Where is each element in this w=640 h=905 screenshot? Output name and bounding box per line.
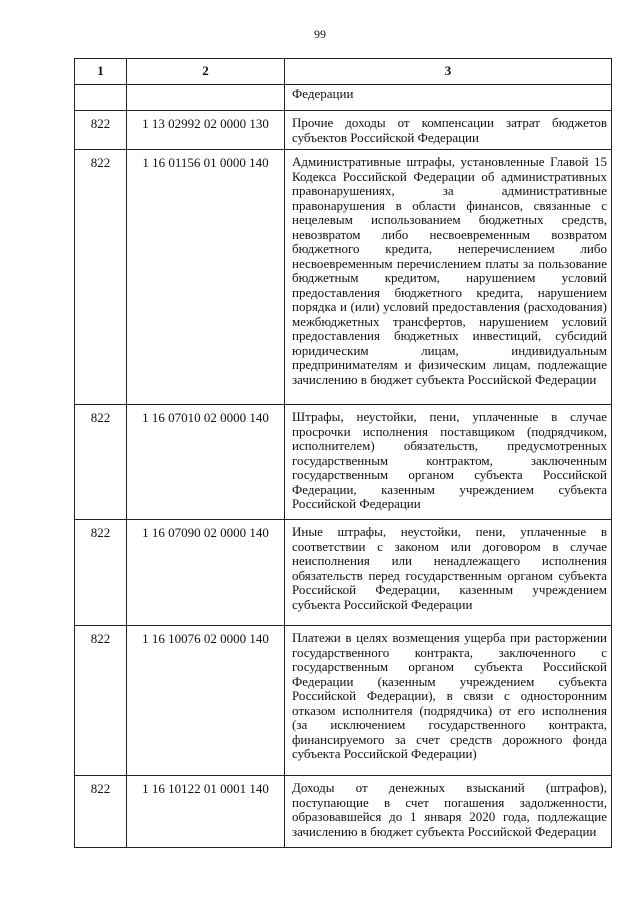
table-row xyxy=(75,405,612,520)
kbk-code-cell: 1 13 02992 02 0000 130 xyxy=(127,111,285,150)
admin-code-cell: 822 xyxy=(75,776,127,848)
description-cell: Штрафы, неустойки, пени, уплаченные в случае просрочки исполнения поставщиком (подрядчиком, исполнителем) обязательств, предусмотренных государственным контрактом, заключенным государственным органом субъекта Российской Федерации, казенным учреждением субъекта Российской Федерации xyxy=(285,405,612,520)
column-header-1: 1 xyxy=(75,59,127,85)
description-cell: Административные штрафы, установленные Главой 15 Кодекса Российской Федерации об административных правонарушениях, за административные правонарушения в области финансов, связанные с нецелевым использованием бюджетных средств, невозвратом либо несвоевременным возвратом бюджетного кредита, неперечислением либо несвоевременным перечислением платы за пользование бюджетным кредитом, нарушением условий предоставления бюджетного кредита, нарушением порядка и (или) условий предоставления (расходования) межбюджетных трансфертов, нарушением условий предоставления бюджетных инвестиций, субсидий юридическим лицам, индивидуальным предпринимателям и физическим лицам, подлежащие зачислению в бюджет субъекта Российской Федерации xyxy=(285,150,612,405)
table-row xyxy=(75,520,612,626)
revenue-codes-table xyxy=(74,58,612,848)
table-row xyxy=(75,776,612,848)
admin-code-cell: 822 xyxy=(75,111,127,150)
table-row xyxy=(75,111,612,150)
kbk-code-cell: 1 16 10122 01 0001 140 xyxy=(127,776,285,848)
admin-code-cell xyxy=(75,85,127,111)
table-row xyxy=(75,626,612,776)
table-row xyxy=(75,150,612,405)
kbk-code-cell: 1 16 07010 02 0000 140 xyxy=(127,405,285,520)
column-header-2: 2 xyxy=(127,59,285,85)
kbk-code-cell: 1 16 01156 01 0000 140 xyxy=(127,150,285,405)
kbk-code-cell: 1 16 07090 02 0000 140 xyxy=(127,520,285,626)
description-cell: Иные штрафы, неустойки, пени, уплаченные в соответствии с законом или договором в случае неисполнения или ненадлежащего исполнения обязательств перед государственным органом субъекта Российской Федерации, казенным учреждением субъекта Российской Федерации xyxy=(285,520,612,626)
description-cell: Федерации xyxy=(285,85,612,111)
kbk-code-cell: 1 16 10076 02 0000 140 xyxy=(127,626,285,776)
admin-code-cell: 822 xyxy=(75,405,127,520)
description-cell: Прочие доходы от компенсации затрат бюджетов субъектов Российской Федерации xyxy=(285,111,612,150)
column-header-3: 3 xyxy=(285,59,612,85)
kbk-code-cell xyxy=(127,85,285,111)
admin-code-cell: 822 xyxy=(75,626,127,776)
admin-code-cell: 822 xyxy=(75,150,127,405)
table-header-row xyxy=(75,59,612,85)
description-cell: Доходы от денежных взысканий (штрафов), поступающие в счет погашения задолженности, образовавшейся до 1 января 2020 года, подлежащие зачислению в бюджет субъекта Российской Федерации xyxy=(285,776,612,848)
admin-code-cell: 822 xyxy=(75,520,127,626)
description-cell: Платежи в целях возмещения ущерба при расторжении государственного контракта, заключенного с государственным органом субъекта Российской Федерации (казенным учреждением субъекта Российской Федерации), в связи с односторонним отказом исполнителя (подрядчика) от его исполнения (за исключением государственного контракта, финансируемого за счет средств дорожного фонда субъекта Российской Федерации) xyxy=(285,626,612,776)
table-row-continuation xyxy=(75,85,612,111)
page-number: 99 xyxy=(314,27,326,41)
